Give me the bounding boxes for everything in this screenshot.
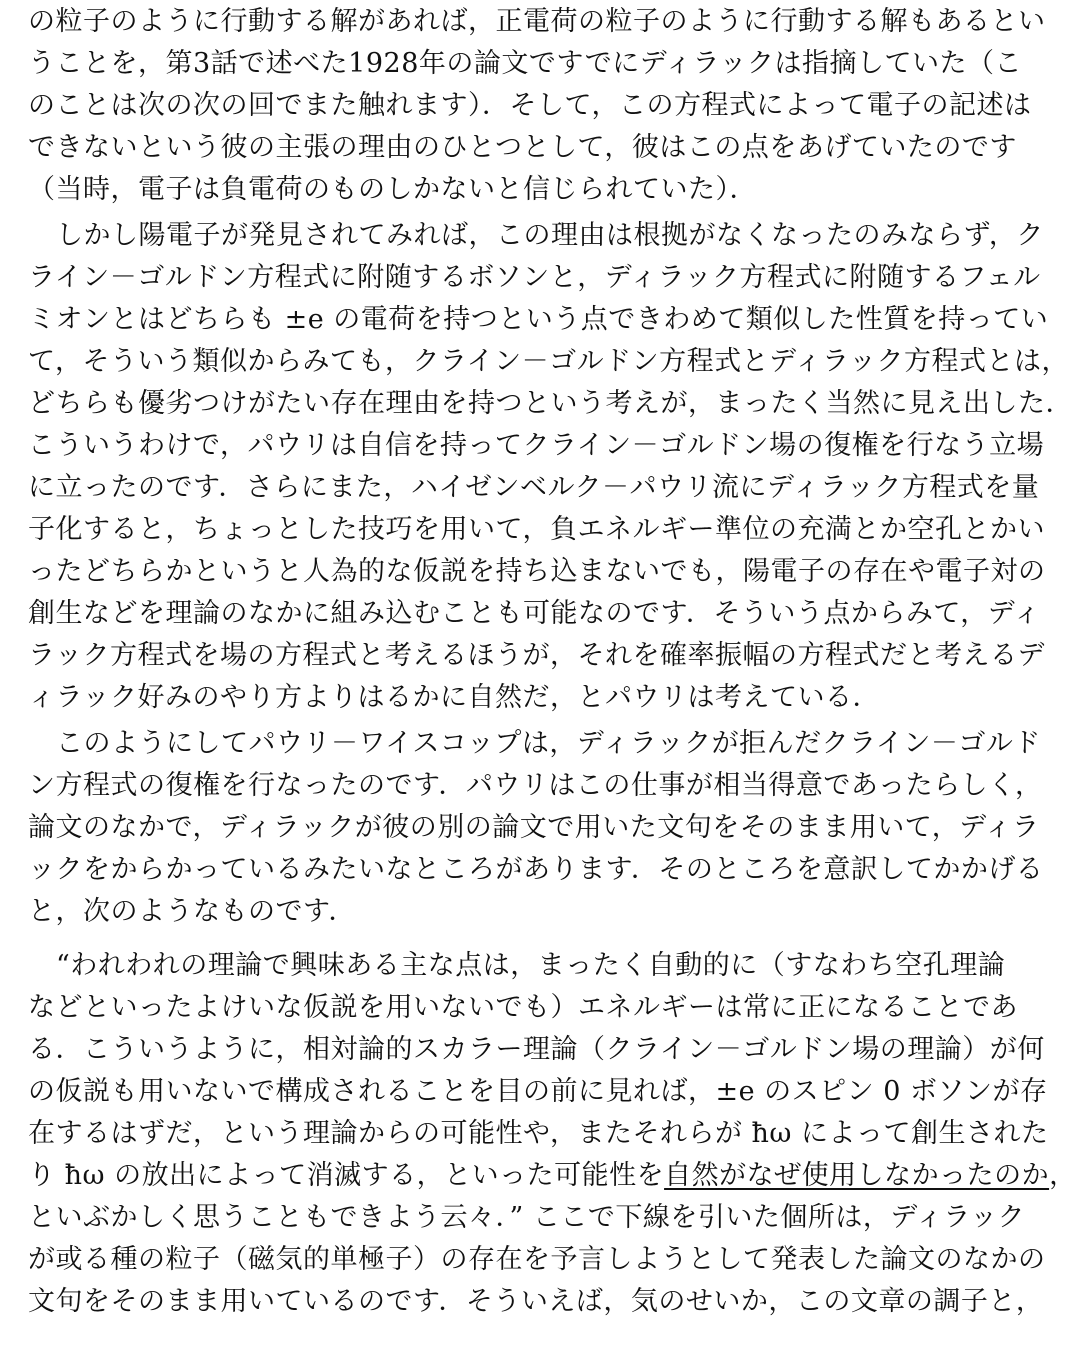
text-line: ったどちらかというと人為的な仮説を持ち込まないでも，陽電子の存在や電子対の — [28, 556, 1046, 587]
paragraph-first-line: しかし陽電子が発見されてみれば，この理由は根拠がなくなったのみならず，ク — [56, 220, 1044, 251]
paragraph-first-line: このようにしてパウリ－ワイスコップは，ディラックが拒んだクライン－ゴルド — [56, 728, 1041, 759]
underlined-phrase: 自然がなぜ使用しなかったのか — [664, 1160, 1050, 1191]
text-line: る．こういうように，相対論的スカラー理論（クライン－ゴルドン場の理論）が何 — [28, 1034, 1045, 1065]
text-line: 論文のなかで，ディラックが彼の別の論文で用いた文句をそのまま用いて，ディラ — [28, 812, 1040, 843]
text-line: どちらも優劣つけがたい存在理由を持つという考えが，まったく当然に見え出した． — [28, 388, 1073, 419]
text-line: （当時，電子は負電荷のものしかないと信じられていた）． — [28, 174, 757, 205]
text-line: といぶかしく思うこともできよう云々．” ここで下線を引いた個所は，ディラック — [28, 1202, 1026, 1233]
text-line: の粒子のように行動する解があれば，正電荷の粒子のように行動する解もあるとい — [28, 6, 1046, 37]
text-line: ィラック好みのやり方よりはるかに自然だ，とパウリは考えている． — [28, 682, 880, 713]
text-line: が或る種の粒子（磁気的単極子）の存在を予言しようとして発表した論文のなかの — [28, 1244, 1046, 1275]
text-segment: り ħω の放出によって消滅する，といった可能性を — [28, 1160, 665, 1191]
text-line: 子化すると，ちょっとした技巧を用いて，負エネルギー準位の充満とか空孔とかい — [28, 514, 1045, 545]
text-line: などといったよけいな仮説を用いないでも）エネルギーは常に正になることであ — [28, 992, 1018, 1023]
text-line: 在するはずだ，という理論からの可能性や，またそれらが ħω によって創生された — [28, 1118, 1049, 1149]
text-line: に立ったのです．さらにまた，ハイゼンベルク－パウリ流にディラック方程式を量 — [28, 472, 1040, 503]
text-line: ン方程式の復権を行なったのです．パウリはこの仕事が相当得意であったらしく， — [28, 770, 1043, 801]
text-line: と，次のようなものです． — [28, 896, 356, 927]
text-line: ラック方程式を場の方程式と考えるほうが，それを確率振幅の方程式だと考えるデ — [28, 640, 1045, 671]
text-line-with-underline — [28, 1154, 1077, 1198]
text-line: ミオンとはどちらも ±e の電荷を持つという点できわめて類似した性質を持ってい — [28, 304, 1049, 335]
text-line: 創生などを理論のなかに組み込むことも可能なのです．そういう点からみて，ディ — [28, 598, 1041, 629]
text-line: の仮説も用いないで構成されることを目の前に見れば，±e のスピン 0 ボソンが存 — [28, 1076, 1048, 1107]
text-line: ライン－ゴルドン方程式に附随するボソンと，ディラック方程式に附随するフェル — [28, 262, 1041, 293]
quote-first-line: “われわれの理論で興味ある主な点は，まったく自動的に（すなわち空孔理論 — [56, 950, 1006, 981]
text-line: うことを，第3話で述べた1928年の論文ですでにディラックは指摘していた（こ — [28, 48, 1022, 79]
text-line: のことは次の次の回でまた触れます）．そして，この方程式によって電子の記述は — [28, 90, 1032, 121]
text-line: 文句をそのまま用いているのです．そういえば，気のせいか，この文章の調子と， — [28, 1286, 1044, 1317]
text-line: ックをからかっているみたいなところがあります．そのところを意訳してかかげる — [28, 854, 1044, 885]
text-line: できないという彼の主張の理由のひとつとして，彼はこの点をあげていたのです — [28, 132, 1017, 163]
text-line: て，そういう類似からみても，クライン－ゴルドン方程式とディラック方程式とは， — [28, 346, 1069, 377]
text-line: こういうわけで，パウリは自信を持ってクライン－ゴルドン場の復権を行なう立場 — [28, 430, 1045, 461]
text-segment: ， — [1049, 1160, 1077, 1191]
